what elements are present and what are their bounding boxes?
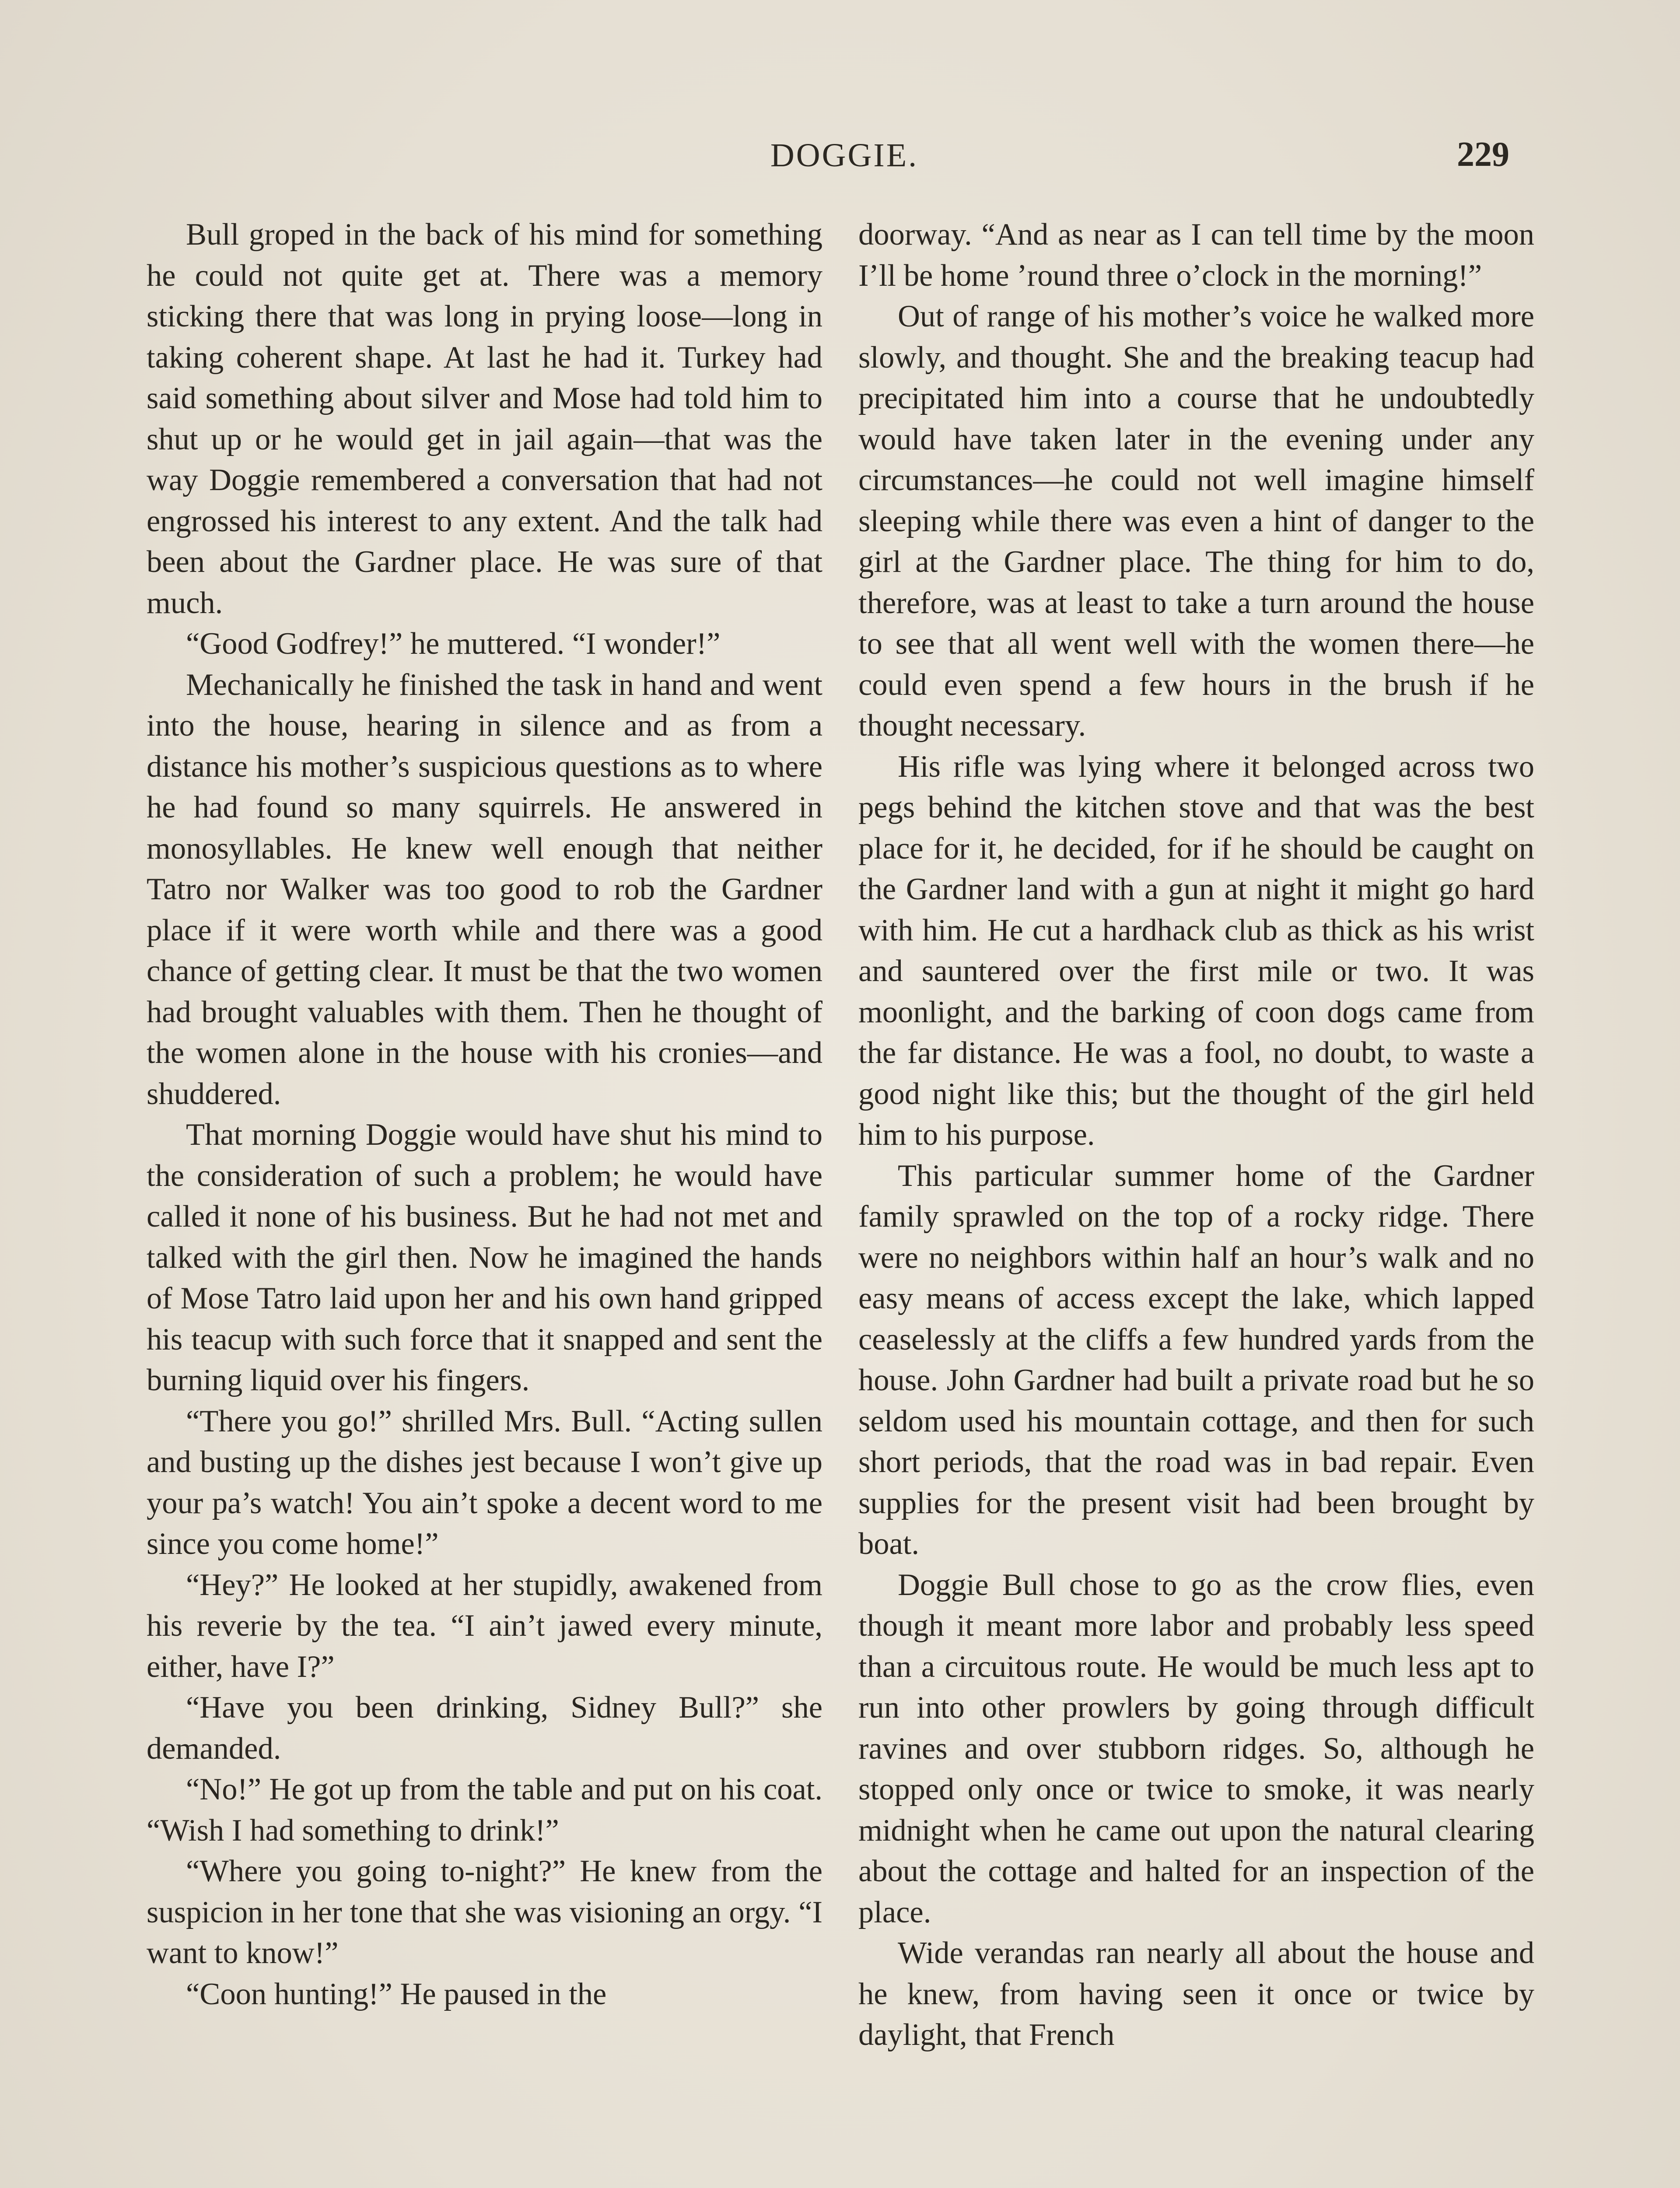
left-column [147,214,822,2015]
paragraph: Mechanically he finished the task in hand and went into the house, hearing in silence and as from a distance his mother’s suspicious questions as to where he had found so many squirrels. He answered in monosyllables. He knew well enough that neither Tatro nor Walker was too good to rob the Gardner place if it were worth while and there was a good chance of getting clear. It must be that the two women had brought valuables with them. Then he thought of the women alone in the house with his cronies—and shuddered. [147,667,822,1111]
paragraph: His rifle was lying where it belonged across two pegs behind the kitchen stove and that was the best place for it, he decided, for if he should be caught on the Gardner land with a gun at night it might go hard with him. He cut a hardhack club as thick as his wrist and sauntered over the first mile or two. It was moonlight, and the barking of coon dogs came from the far distance. He was a fool, no doubt, to waste a good night like this; but the thought of the girl held him to his purpose. [858,749,1534,1152]
paragraph: Wide verandas ran nearly all about the house and he knew, from having seen it once or twice by daylight, that French [858,1936,1534,2052]
page-number: 229 [1457,135,1509,174]
paragraph: “Coon hunting!” He paused in the [186,1977,607,2011]
paragraph: Doggie Bull chose to go as the crow flies, even though it meant more labor and probably less speed than a circuitous route. He would be much less apt to run into other prowlers by going through difficult ravines and over stubborn ridges. So, although he stopped only once or twice to smoke, it was nearly midnight when he came out upon the natural clearing about the cottage and halted for an inspection of the place. [858,1567,1534,1929]
paragraph: “No!” He got up from the table and put on his coat. “Wish I had something to drink!” [147,1772,822,1848]
paragraph: Out of range of his mother’s voice he walked more slowly, and thought. She and the breaking teacup had precipitated him into a course that he undoubtedly would have taken later in the evening under any circumstances—he could not well imagine himself sleeping while there was even a hint of danger to the girl at the Gardner place. The thing for him to do, therefore, was at least to take a turn around the house to see that all went well with the women there—he could even spend a few hours in the brush if he thought necessary. [858,299,1534,743]
paragraph: This particular summer home of the Gardner family sprawled on the top of a rocky ridge. There were no neighbors within half an hour’s walk and no easy means of access except the lake, which lapped ceaselessly at the cliffs a few hundred yards from the house. John Gardner had built a private road but he so seldom used his mountain cottage, and then for such short periods, that the road was in bad repair. Even supplies for the present visit had been brought by boat. [858,1158,1534,1561]
paragraph-continued: doorway. “And as near as I can tell time by the moon I’ll be home ’round three o’clock in the morning!” [858,217,1534,293]
paragraph: “Good Godfrey!” he muttered. “I wonder!” [186,627,721,661]
paragraph: Bull groped in the back of his mind for something he could not quite get at. There was a memory sticking there that was long in prying loose—long in taking coherent shape. At last he had it. Turkey had said something about silver and Mose had told him to shut up or he would get in jail again—that was the way Doggie remembered a conversation that had not engrossed his interest to any extent. And the talk had been about the Gardner place. He was sure of that much. [147,217,822,620]
running-head [0,137,1680,185]
paragraph: “Have you been drinking, Sidney Bull?” she demanded. [147,1690,822,1766]
paragraph: “Hey?” He looked at her stupidly, awakened from his reverie by the tea. “I ain’t jawed every minute, either, have I?” [147,1567,822,1684]
paragraph: “There you go!” shrilled Mrs. Bull. “Acting sullen and busting up the dishes jest because I won’t give up your pa’s watch! You ain’t spoke a decent word to me since you come home!” [147,1404,822,1561]
paragraph: “Where you going to-night?” He knew from the suspicion in her tone that she was visioning an orgy. “I want to know!” [147,1854,822,1970]
paragraph: That morning Doggie would have shut his mind to the consideration of such a problem; he would have called it none of his business. But he had not met and talked with the girl then. Now he imagined the hands of Mose Tatro laid upon her and his own hand gripped his teacup with such force that it snapped and sent the burning liquid over his fingers. [147,1118,822,1397]
right-column [858,214,1534,2056]
running-head-title: DOGGIE. [770,137,919,174]
